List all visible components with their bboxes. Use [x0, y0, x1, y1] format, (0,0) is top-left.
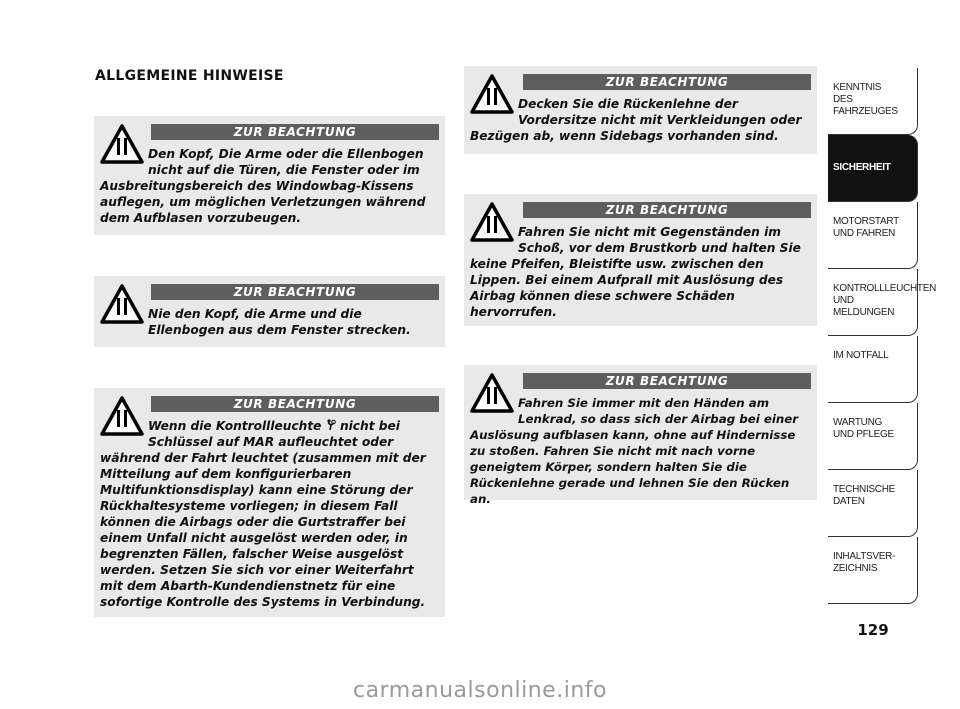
- warning-label-bar: ZUR BEACHTUNG: [151, 396, 439, 412]
- airbag-warning-light-icon: [326, 419, 336, 431]
- warning-text: Den Kopf, Die Arme oder die Ellenbogen nicht auf die Türen, die Fenster oder im Ausbreitungsbereich des Windowbag-Kissens auflegen, um möglichen Verletzungen während dem Aufblasen vorzubeugen.: [100, 147, 426, 225]
- warning-box: [464, 365, 817, 506]
- page-number: 129: [857, 621, 889, 639]
- watermark: carmanualsonline.info: [353, 678, 607, 703]
- warning-label-bar: ZUR BEACHTUNG: [523, 373, 811, 389]
- warning-text: Fahren Sie nicht mit Gegenständen im Schoß, vor dem Brustkorb und halten Sie keine Pfeifen, Bleistifte usw. zwischen den Lippen. Bei einem Aufprall mit Auslösung des Airbag können diese schwere Schäden hervorrufen.: [470, 225, 801, 319]
- warning-box: [464, 194, 817, 326]
- warning-label-bar: ZUR BEACHTUNG: [523, 74, 811, 90]
- tab-sicherheit[interactable]: SICHERHEIT: [828, 135, 918, 202]
- tab-kenntnis-des-fahrzeuges[interactable]: KENNTNIS DES FAHRZEUGES: [828, 68, 918, 135]
- warning-text: Wenn die Kontrollleuchte nicht bei Schlüssel auf MAR aufleuchtet oder während der Fahrt leuchtet (zusammen mit der Mitteilung auf dem konfigurierbaren Multifunktionsdisplay) kann eine Störung der Rückhaltesysteme vorliegen; in diesem Fall können die Airbags oder die Gurtstraffer bei einem Unfall nicht ausgelöst werden oder, in begrenzten Fällen, falscher Weise ausgelöst werden. Setzen Sie sich vor einer Weiterfahrt mit dem Abarth-Kundendienstnetz für eine sofortige Kontrolle des Systems in Verbindung.: [100, 419, 426, 609]
- tab-im-notfall[interactable]: IM NOTFALL: [828, 336, 918, 403]
- section-heading: ALLGEMEINE HINWEISE: [95, 68, 284, 84]
- warning-text: Fahren Sie immer mit den Händen am Lenkrad, so dass sich der Airbag bei einer Auslösung aufblasen kann, ohne auf Hindernisse zu stoßen. Fahren Sie nicht mit nach vorne geneigtem Körper, sondern halten Sie die Rückenlehne gerade und lehnen Sie den Rücken an.: [470, 396, 799, 506]
- warning-label-bar: ZUR BEACHTUNG: [151, 124, 439, 140]
- chapter-tabs: [828, 68, 936, 604]
- tab-technische-daten[interactable]: TECHNISCHE DATEN: [828, 470, 918, 537]
- warning-box: [94, 116, 445, 235]
- tab-motorstart-und-fahren[interactable]: MOTORSTART UND FAHREN: [828, 202, 918, 269]
- tab-kontrollleuchten-und-meldungen[interactable]: KONTROLLLEUCHTEN UND MELDUNGEN: [828, 269, 918, 336]
- warning-label-bar: ZUR BEACHTUNG: [523, 202, 811, 218]
- warning-text: Decken Sie die Rückenlehne der Vordersitze nicht mit Verkleidungen oder Bezügen ab, wenn Sidebags vorhanden sind.: [470, 97, 802, 143]
- warning-box: [94, 276, 445, 347]
- warning-box: [464, 66, 817, 154]
- tab-inhaltsverzeichnis[interactable]: INHALTSVER- ZEICHNIS: [828, 537, 918, 604]
- warning-box: [94, 388, 445, 617]
- warning-text: Nie den Kopf, die Arme und die Ellenbogen aus dem Fenster strecken.: [148, 307, 411, 337]
- warning-label-bar: ZUR BEACHTUNG: [151, 284, 439, 300]
- tab-wartung-und-pflege[interactable]: WARTUNG UND PFLEGE: [828, 403, 918, 470]
